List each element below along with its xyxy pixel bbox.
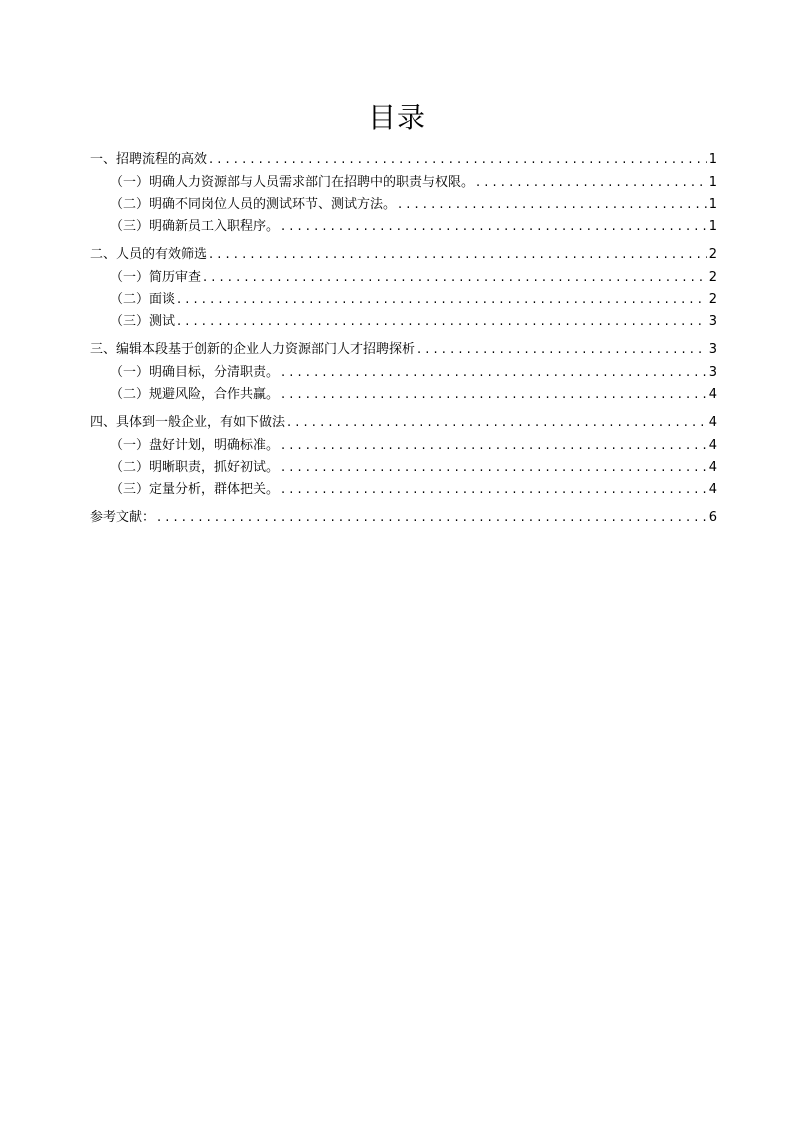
toc-entry-label: 二、人员的有效筛选 (90, 247, 208, 262)
toc-entry-page: 1 (708, 152, 717, 167)
toc-entry[interactable] (90, 267, 717, 289)
dot-leader (177, 311, 707, 333)
toc-entry-page: 2 (708, 270, 717, 285)
toc-entry[interactable] (90, 384, 717, 406)
dot-leader (209, 243, 707, 267)
dot-leader (281, 384, 707, 406)
toc-entry-label: （三）定量分析，群体把关。 (110, 482, 280, 497)
toc-entry[interactable] (90, 506, 717, 530)
toc-entry-page: 4 (708, 438, 717, 453)
toc-entry[interactable] (90, 311, 717, 333)
toc-entry[interactable] (90, 457, 717, 479)
toc-entry-label: （二）规避风险，合作共赢。 (110, 387, 280, 402)
toc-entry-label: （二）明晰职责，抓好初试。 (110, 460, 280, 475)
toc-entry[interactable] (90, 289, 717, 311)
toc-entry-page: 1 (708, 175, 717, 190)
toc-entry-page: 3 (708, 342, 717, 357)
toc-entry-page: 4 (708, 387, 717, 402)
dot-leader (177, 289, 707, 311)
toc-entry-page: 2 (708, 247, 717, 262)
toc-entry[interactable] (90, 435, 717, 457)
toc-entry-page: 3 (708, 314, 717, 329)
dot-leader (157, 506, 707, 530)
toc-entry-page: 1 (708, 219, 717, 234)
toc-entry-page: 2 (708, 292, 717, 307)
dot-leader (281, 457, 707, 479)
dot-leader (398, 194, 707, 216)
toc-entry-label: 四、具体到一般企业，有如下做法 (90, 415, 286, 430)
dot-leader (476, 172, 707, 194)
toc-entry-label: （一）简历审查 (110, 270, 202, 285)
toc-entry[interactable] (90, 243, 717, 267)
toc-entry[interactable] (90, 411, 717, 435)
toc-entry-page: 6 (708, 510, 717, 525)
toc-entry-page: 1 (708, 197, 717, 212)
toc-entry[interactable] (90, 479, 717, 501)
toc-entry[interactable] (90, 148, 717, 172)
dot-leader (209, 148, 707, 172)
toc-entry-page: 4 (708, 460, 717, 475)
toc-entry-label: （一）明确目标，分清职责。 (110, 365, 280, 380)
toc-entry-label: （一）明确人力资源部与人员需求部门在招聘中的职责与权限。 (110, 175, 475, 190)
toc-entry-label: （一）盘好计划，明确标准。 (110, 438, 280, 453)
toc-entry[interactable] (90, 338, 717, 362)
dot-leader (281, 362, 707, 384)
toc-entry-label: （三）测试 (110, 314, 176, 329)
toc-entry-page: 4 (708, 415, 717, 430)
toc-entry-label: 一、招聘流程的高效 (90, 152, 208, 167)
dot-leader (287, 411, 707, 435)
toc-entry-label: 三、编辑本段基于创新的企业人力资源部门人才招聘探析 (90, 342, 416, 357)
dot-leader (281, 479, 707, 501)
toc-entry-label: （三）明确新员工入职程序。 (110, 219, 280, 234)
toc-entry-label: （二）明确不同岗位人员的测试环节、测试方法。 (110, 197, 397, 212)
table-of-contents (90, 143, 717, 530)
dot-leader (203, 267, 707, 289)
toc-entry[interactable] (90, 362, 717, 384)
toc-entry-page: 4 (708, 482, 717, 497)
toc-entry[interactable] (90, 172, 717, 194)
dot-leader (417, 338, 707, 362)
toc-entry-page: 3 (708, 365, 717, 380)
toc-title: 目录 (367, 101, 426, 134)
toc-entry[interactable] (90, 216, 717, 238)
toc-entry-label: 参考文献： (90, 510, 156, 525)
toc-entry[interactable] (90, 194, 717, 216)
dot-leader (281, 216, 707, 238)
dot-leader (281, 435, 707, 457)
toc-entry-label: （二）面谈 (110, 292, 176, 307)
